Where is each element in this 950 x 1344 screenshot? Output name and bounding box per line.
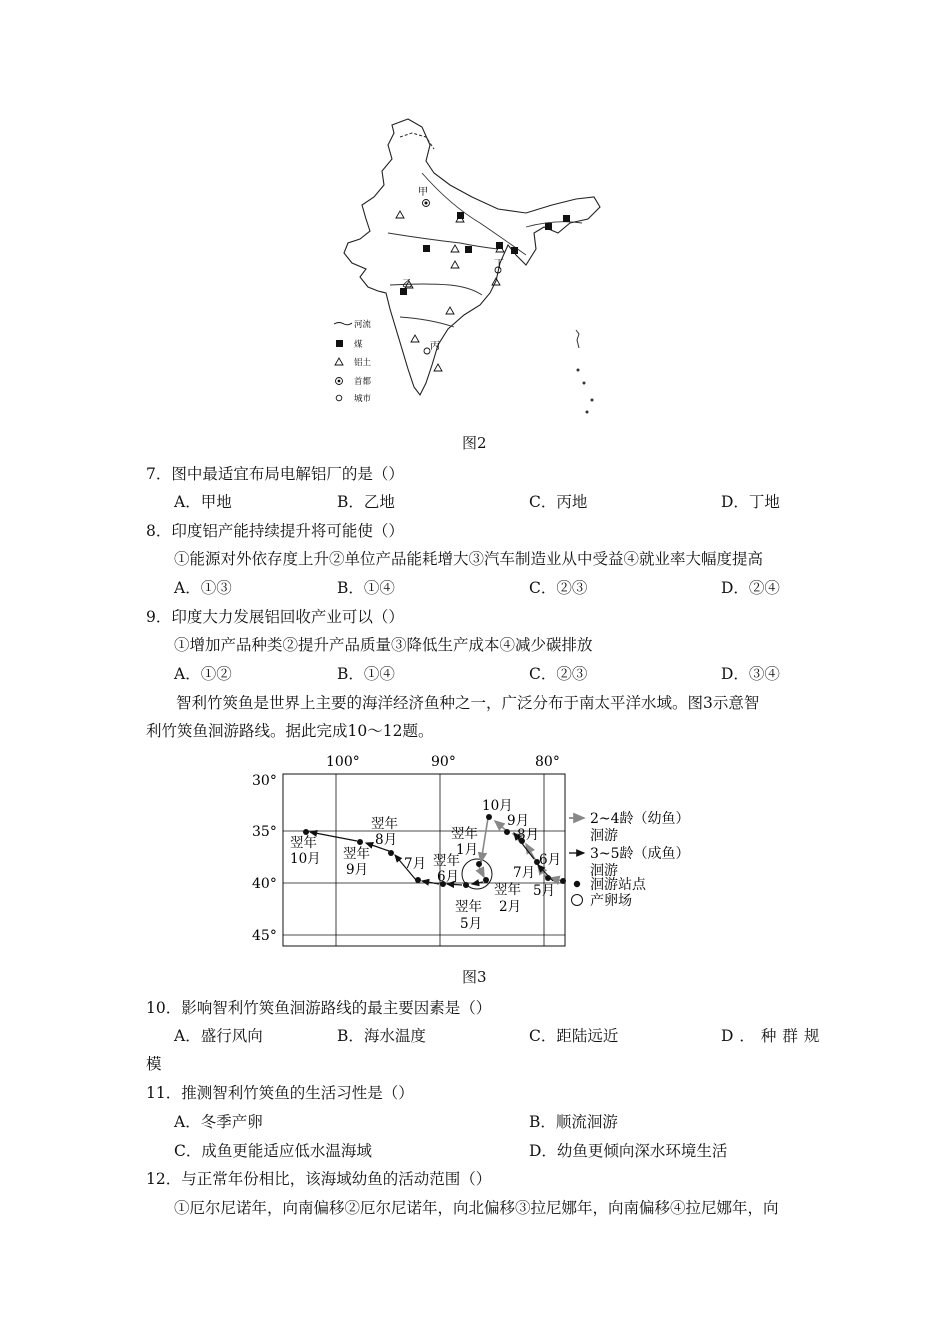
- india-outline: [344, 119, 600, 395]
- q11-option-b[interactable]: B．顺流洄游: [529, 1113, 618, 1131]
- svg-text:翌年: 翌年: [494, 882, 521, 898]
- city-icon: [336, 395, 342, 401]
- passage-line-1: 智利竹筴鱼是世界上主要的海洋经济鱼种之一，广泛分布于南太平洋水域。图3示意智: [176, 694, 760, 712]
- station-dot: [463, 882, 469, 888]
- svg-text:城市: 城市: [354, 394, 372, 404]
- svg-text:翌年: 翌年: [343, 846, 370, 862]
- q7-option-d[interactable]: D．丁地: [721, 493, 780, 511]
- q9-option-d[interactable]: D．③④: [721, 665, 780, 683]
- lon-label-100: 100°: [326, 754, 360, 770]
- coal-icon: [336, 340, 343, 347]
- label-ding: 丁: [494, 259, 504, 270]
- svg-text:翌年: 翌年: [371, 816, 398, 832]
- svg-text:3~5龄（成鱼）: 3~5龄（成鱼）: [590, 846, 690, 862]
- passage-line-2: 利竹筴鱼洄游路线。据此完成10～12题。: [146, 722, 434, 740]
- coal-icon: [423, 245, 430, 252]
- bauxite-icon: [451, 261, 459, 268]
- q8-option-b[interactable]: B．①④: [337, 579, 395, 597]
- q8-option-c[interactable]: C．②③: [529, 579, 588, 597]
- q12-stem: 12．与正常年份相比，该海域幼鱼的活动范围（）: [146, 1170, 492, 1188]
- svg-text:10月: 10月: [482, 798, 513, 814]
- svg-text:6月: 6月: [539, 852, 562, 868]
- svg-text:8月: 8月: [517, 827, 540, 843]
- svg-text:1月: 1月: [456, 842, 479, 858]
- q7-option-c[interactable]: C．丙地: [529, 493, 588, 511]
- bauxite-markers: [396, 211, 504, 371]
- bauxite-icon: [411, 335, 419, 342]
- coal-icon: [465, 246, 472, 253]
- coal-icon: [511, 247, 518, 254]
- station-dot: [415, 877, 421, 883]
- svg-text:铝土: 铝土: [354, 358, 372, 368]
- river-icon: [334, 323, 352, 325]
- lon-label-90: 90°: [431, 754, 456, 770]
- q10-option-c[interactable]: C．距陆远近: [529, 1027, 619, 1045]
- svg-text:煤: 煤: [354, 340, 363, 350]
- station-dot: [545, 875, 551, 881]
- svg-text:7月: 7月: [404, 856, 427, 872]
- q8-option-a[interactable]: A．①③: [174, 579, 232, 597]
- migration-legend: [569, 810, 690, 909]
- coal-icon: [563, 215, 570, 222]
- q9-option-a[interactable]: A．①②: [174, 665, 232, 683]
- coal-markers: [400, 212, 570, 295]
- lat-label-35: 35°: [252, 824, 277, 840]
- circle-icon: [572, 895, 583, 906]
- station-dot: [504, 829, 510, 835]
- q10-option-d[interactable]: D．种群规: [721, 1027, 826, 1045]
- q11-option-d[interactable]: D．幼鱼更倾向深水环境生活: [529, 1142, 728, 1160]
- ganges-river: [422, 173, 526, 255]
- lat-label-45: 45°: [252, 928, 277, 944]
- q8-items: ①能源对外依存度上升②单位产品能耗增大③汽车制造业从中受益④就业率大幅度提高: [174, 550, 764, 568]
- svg-text:5月: 5月: [460, 916, 483, 932]
- station-dot: [486, 814, 492, 820]
- svg-text:8月: 8月: [375, 832, 398, 848]
- lat-label-30: 30°: [252, 773, 277, 789]
- q9-option-c[interactable]: C．②③: [529, 665, 588, 683]
- svg-text:10月: 10月: [290, 851, 321, 867]
- svg-text:7月: 7月: [513, 865, 536, 881]
- svg-text:9月: 9月: [507, 813, 530, 829]
- svg-text:翌年: 翌年: [455, 899, 482, 915]
- svg-text:河流: 河流: [354, 320, 372, 330]
- svg-text:9月: 9月: [346, 862, 369, 878]
- station-dot: [476, 861, 482, 867]
- q8-option-d[interactable]: D．②④: [721, 579, 780, 597]
- q9-option-b[interactable]: B．①④: [337, 665, 395, 683]
- bauxite-icon: [434, 364, 442, 371]
- svg-text:洄游站点: 洄游站点: [590, 877, 646, 893]
- svg-text:2~4龄（幼鱼）: 2~4龄（幼鱼）: [590, 811, 690, 827]
- q9-stem: 9．印度大力发展铝回收产业可以（）: [146, 608, 404, 626]
- label-bing: 丙: [430, 341, 440, 352]
- coal-icon: [545, 223, 552, 230]
- svg-text:洄游: 洄游: [590, 863, 618, 879]
- india-map: [330, 115, 610, 420]
- station-dot: [357, 839, 363, 845]
- q9-items: ①增加产品种类②提升产品质量③降低生产成本④减少碳排放: [174, 636, 593, 654]
- svg-text:2月: 2月: [499, 899, 522, 915]
- station-dot: [560, 878, 566, 884]
- svg-text:洄游: 洄游: [590, 828, 618, 844]
- label-jia: 甲: [418, 187, 428, 198]
- station-dot: [483, 877, 489, 883]
- q11-option-a[interactable]: A．冬季产卵: [174, 1113, 263, 1131]
- label-yi: 乙: [402, 279, 412, 290]
- bauxite-icon: [451, 245, 459, 252]
- q11-option-c[interactable]: C．成鱼更能适应低水温海域: [174, 1142, 372, 1160]
- svg-text:首都: 首都: [354, 377, 372, 387]
- svg-text:翌年: 翌年: [451, 826, 478, 842]
- station-dot: [388, 850, 394, 856]
- map-legend: [334, 319, 372, 404]
- q11-stem: 11．推测智利竹筴鱼的生活习性是（）: [146, 1084, 414, 1102]
- figure3-caption: 图3: [462, 968, 487, 986]
- lat-label-40: 40°: [252, 876, 277, 892]
- q10-stem: 10．影响智利竹筴鱼洄游路线的最主要因素是（）: [146, 999, 492, 1017]
- svg-text:6月: 6月: [437, 869, 460, 885]
- svg-text:5月: 5月: [533, 883, 556, 899]
- q10-option-a[interactable]: A．盛行风向: [174, 1027, 263, 1045]
- dot-icon: [574, 881, 580, 887]
- q10-option-b[interactable]: B．海水温度: [337, 1027, 426, 1045]
- figure2-caption: 图2: [462, 434, 487, 452]
- svg-text:翌年: 翌年: [290, 835, 317, 851]
- bauxite-icon: [396, 211, 404, 218]
- q12-items: ①厄尔尼诺年，向南偏移②厄尔尼诺年，向北偏移③拉尼娜年，向南偏移④拉尼娜年，向: [174, 1199, 779, 1217]
- q7-option-a[interactable]: A．甲地: [174, 493, 232, 511]
- migration-chart: [250, 750, 710, 955]
- svg-text:产卵场: 产卵场: [590, 893, 632, 909]
- q7-stem: 7．图中最适宜布局电解铝厂的是（）: [146, 465, 404, 483]
- bauxite-icon: [335, 358, 343, 365]
- q7-option-b[interactable]: B．乙地: [337, 493, 395, 511]
- bauxite-icon: [446, 307, 454, 314]
- q8-stem: 8．印度铝产能持续提升将可能使（）: [146, 522, 404, 540]
- lon-label-80: 80°: [535, 754, 560, 770]
- q10-option-d-wrap: 模: [146, 1055, 162, 1073]
- svg-text:翌年: 翌年: [433, 853, 460, 869]
